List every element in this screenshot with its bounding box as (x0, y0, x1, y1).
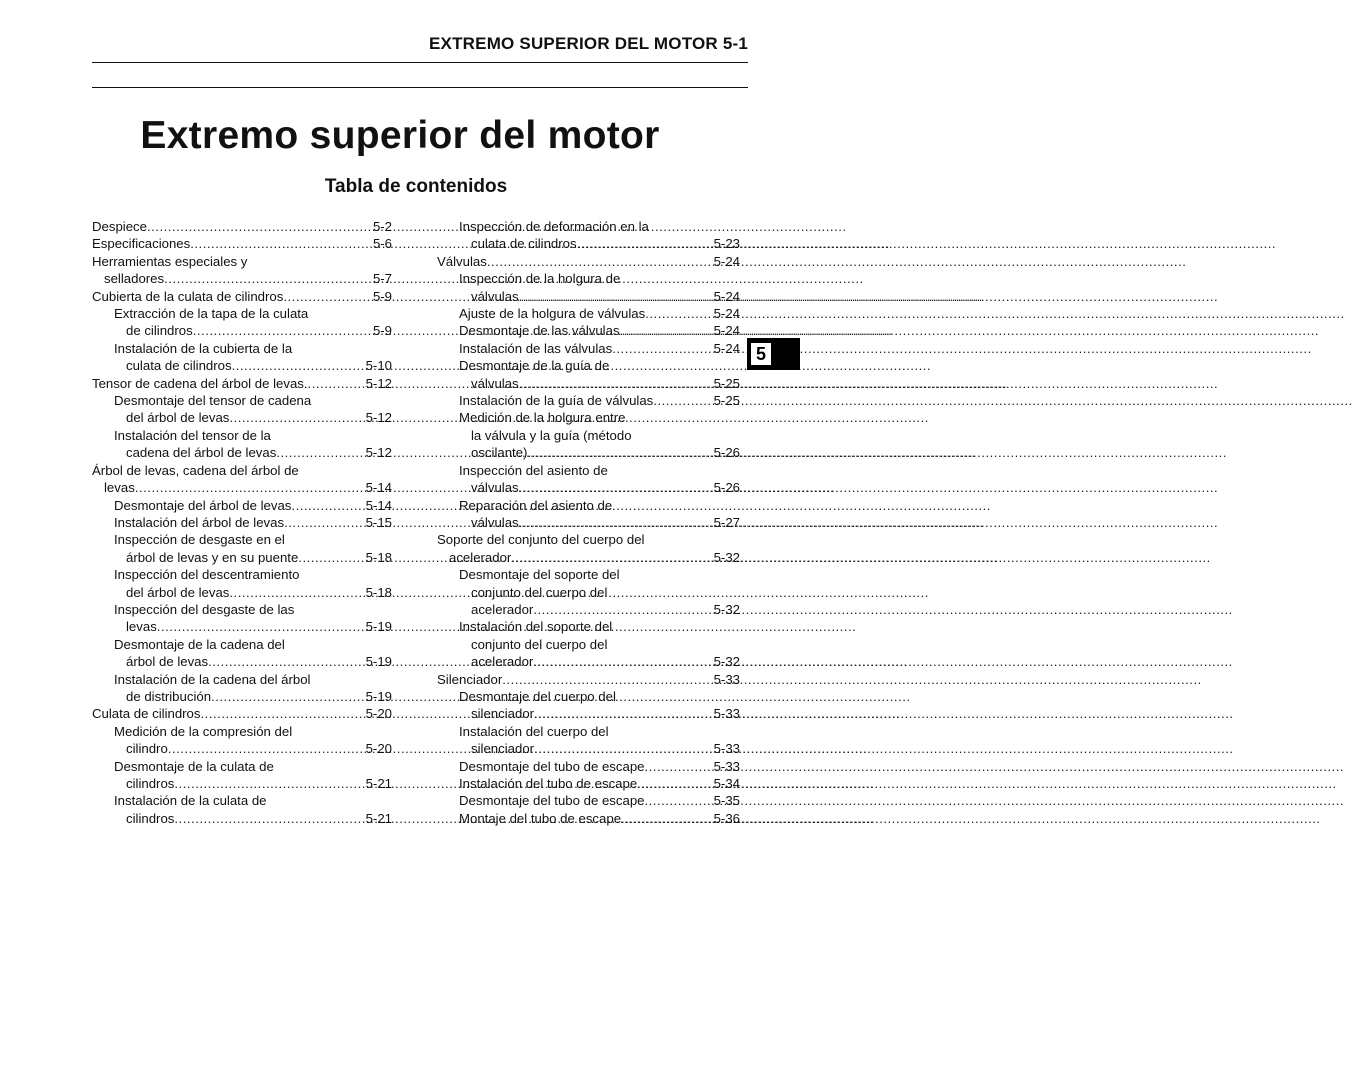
toc-entry-page-number: 5-24 (713, 253, 740, 269)
toc-entry-title-line: silenciador (471, 706, 535, 722)
toc-entry-page-number: 5-25 (713, 375, 740, 391)
toc-entry-title-line: Medición de la holgura entre (459, 410, 626, 426)
toc-entry-page-number: 5-10 (365, 358, 392, 374)
toc-entry-title-line: Instalación del tensor de la (114, 427, 271, 443)
toc-entry-page-number: 5-20 (365, 741, 392, 757)
toc-dot-leader (519, 375, 682, 392)
toc-entry-title-line: Medición de la compresión del (114, 723, 293, 739)
toc-entry[interactable] (437, 322, 740, 339)
toc-column-left (92, 218, 392, 827)
toc-entry[interactable] (92, 288, 392, 305)
toc-dot-leader (193, 322, 334, 339)
toc-entry[interactable] (92, 514, 392, 531)
toc-entry[interactable] (92, 392, 392, 427)
toc-dot-leader (190, 235, 334, 252)
toc-entry-page-number: 5-24 (713, 340, 740, 356)
toc-entry[interactable] (437, 253, 740, 270)
toc-entry-page-number: 5-21 (365, 776, 392, 791)
toc-entry-page-number: 5-14 (365, 497, 392, 513)
toc-entry-page-number: 5-6 (372, 236, 392, 252)
toc-dot-leader (308, 375, 334, 392)
toc-dot-leader (620, 322, 682, 339)
toc-entry-page-number: 5-19 (365, 619, 392, 635)
toc-entry-title-line: acelerador (471, 601, 534, 617)
chapter-tab (747, 338, 800, 370)
toc-entry-title-line: del árbol de levas (126, 410, 230, 426)
toc-entry-title-line: conjunto del cuerpo del (471, 636, 608, 652)
toc-entry-title-line: Despiece (92, 219, 147, 234)
toc-entry-page-number: 5-23 (713, 236, 740, 252)
toc-entry-page-number: 5-36 (713, 810, 740, 826)
toc-dot-leader (533, 601, 682, 618)
toc-dot-leader (291, 497, 334, 514)
toc-dot-leader (208, 653, 334, 670)
toc-dot-leader (519, 479, 682, 496)
toc-dot-leader (174, 810, 334, 827)
toc-dot-leader (533, 653, 682, 670)
toc-entry-title-line: válvulas (471, 480, 519, 496)
toc-entry[interactable] (92, 427, 392, 462)
toc-entry-title-line: Desmontaje del tensor de cadena (114, 393, 312, 409)
toc-entry-title-line: Inspección del asiento de (459, 462, 608, 478)
toc-dot-leader (487, 253, 682, 270)
toc-dot-leader (653, 392, 682, 409)
toc-entry-title-line: acelerador (471, 654, 534, 670)
toc-entry[interactable] (92, 531, 392, 566)
toc-dot-leader (276, 444, 334, 461)
toc-entry[interactable] (437, 305, 740, 322)
toc-entry-page-number: 5-25 (713, 393, 740, 409)
toc-entry[interactable] (92, 758, 392, 793)
toc-dot-leader (168, 740, 334, 757)
toc-dot-leader (511, 549, 682, 566)
toc-entry[interactable] (92, 566, 392, 601)
toc-entry-title-line: Herramientas especiales y (92, 253, 248, 269)
toc-entry-title-line: cilindros (126, 776, 175, 791)
toc-entry-page-number: 5-15 (365, 514, 392, 530)
toc-entry[interactable] (92, 671, 392, 706)
toc-dot-leader (637, 775, 682, 792)
toc-entry-title-line: de cilindros (126, 323, 193, 339)
toc-dot-leader (164, 270, 334, 287)
toc-entry[interactable] (437, 218, 740, 253)
toc-entry-title-line: cadena del árbol de levas (126, 445, 277, 461)
toc-dot-leader (135, 479, 334, 496)
toc-dot-leader (502, 671, 682, 688)
toc-dot-leader (284, 514, 334, 531)
toc-entry[interactable] (437, 392, 740, 409)
toc-entry-page-number: 5-7 (372, 271, 392, 287)
toc-entry-title-line: Instalación de la cubierta de la (114, 340, 293, 356)
toc-entry-page-number: 5-21 (365, 810, 392, 826)
toc-entry-title-line: cilindro (126, 741, 168, 757)
toc-entry-page-number: 5-9 (372, 288, 392, 304)
toc-entry-title-line: Inspección de deformación en la (459, 219, 649, 234)
toc-entry-title-line: levas (126, 619, 157, 635)
toc-entry[interactable] (92, 235, 392, 252)
toc-entry-title-line: Desmontaje de la culata de (114, 758, 274, 774)
header-rule-top (92, 62, 748, 63)
toc-entry-title-line: Reparación del asiento de (459, 497, 613, 513)
toc-dot-leader (157, 618, 334, 635)
toc-entry[interactable] (92, 375, 392, 392)
toc-entry-title-line: Desmontaje de la guía de (459, 358, 610, 374)
toc-entry-title-line: del árbol de levas (126, 584, 230, 600)
toc-entry[interactable] (437, 723, 740, 758)
toc-entry-title-line: Árbol de levas, cadena del árbol de (92, 462, 299, 478)
toc-entry-page-number: 5-14 (365, 480, 392, 496)
toc-dot-leader (298, 549, 334, 566)
toc-entry[interactable] (437, 810, 740, 827)
toc-entry[interactable] (92, 340, 392, 375)
toc-dot-leader (534, 740, 682, 757)
toc-entry-page-number: 5-32 (713, 549, 740, 565)
toc-entry-title-line: Instalación de la culata de (114, 793, 267, 809)
toc-entry-page-number: 5-24 (713, 323, 740, 339)
toc-entry[interactable] (92, 497, 392, 514)
toc-entry-title-line: Desmontaje del tubo de escape (459, 793, 645, 809)
toc-dot-leader (621, 810, 682, 827)
toc-entry[interactable] (437, 270, 740, 305)
toc-entry-title-line: cilindros (126, 810, 175, 826)
toc-entry-title-line: Inspección del descentramiento (114, 567, 300, 583)
toc-dot-leader (645, 305, 682, 322)
toc-entry-page-number: 5-24 (713, 288, 740, 304)
toc-entry-title-line: Inspección del desgaste de las (114, 601, 295, 617)
toc-entry-page-number: 5-33 (713, 741, 740, 757)
toc-entry[interactable] (437, 792, 740, 809)
toc-entry[interactable] (437, 497, 740, 532)
toc-entry-page-number: 5-19 (365, 688, 392, 704)
toc-entry[interactable] (437, 671, 740, 688)
toc-entry-title-line: levas (104, 480, 135, 496)
toc-entry[interactable] (437, 531, 740, 566)
toc-entry[interactable] (437, 775, 740, 792)
toc-entry-title-line: Tensor de cadena del árbol de levas. (92, 375, 308, 391)
toc-entry[interactable] (437, 618, 740, 670)
toc-entry[interactable] (92, 636, 392, 671)
toc-entry-title-line: válvulas (471, 514, 519, 530)
toc-entry-title-line: Instalación de las válvulas (459, 340, 613, 356)
toc-dot-leader (644, 792, 682, 809)
toc-entry-title-line: oscilante) (471, 445, 528, 461)
toc-entry-title-line: Instalación del cuerpo del (459, 723, 609, 739)
toc-entry-title-line: Válvulas (437, 253, 487, 269)
toc-dot-leader (644, 758, 682, 775)
toc-entry-title-line: silenciador (471, 741, 535, 757)
toc-entry-title-line: Desmontaje de las válvulas (459, 323, 620, 339)
toc-dot-leader (519, 288, 682, 305)
toc-entry[interactable] (92, 462, 392, 497)
toc-entry-title-line: conjunto del cuerpo del (471, 584, 608, 600)
toc-entry-page-number: 5-19 (365, 654, 392, 670)
toc-entry[interactable] (92, 601, 392, 636)
toc-dot-leader (229, 584, 334, 601)
toc-entry[interactable] (437, 758, 740, 775)
toc-dot-leader (283, 288, 334, 305)
toc-entry-title-line: Montaje del tubo de escape (459, 810, 622, 826)
toc-entry[interactable] (92, 723, 392, 758)
toc-entry[interactable] (437, 462, 740, 497)
toc-entry-page-number: 5-32 (713, 654, 740, 670)
toc-dot-leader (229, 409, 334, 426)
toc-entry-page-number: 5-12 (365, 410, 392, 426)
toc-entry-page-number: 5-33 (713, 758, 740, 774)
header-rule-bottom (92, 87, 748, 88)
toc-entry-page-number: 5-24 (713, 306, 740, 322)
toc-entry-page-number: 5-18 (365, 549, 392, 565)
toc-entry-page-number: 5-33 (713, 706, 740, 722)
toc-dot-leader (174, 775, 334, 792)
toc-dot-leader (232, 357, 334, 374)
toc-entry-title-line: Instalación del árbol de levas (114, 514, 285, 530)
toc-entry-title-line: Cubierta de la culata de cilindros (92, 288, 284, 304)
toc-entry[interactable] (437, 566, 740, 618)
toc-entry-title-line: válvulas (471, 288, 519, 304)
toc-entry[interactable] (92, 305, 392, 340)
toc-entry-page-number: 5-32 (713, 601, 740, 617)
toc-entry-page-number: 5-26 (713, 445, 740, 461)
toc-entry-page-number: 5-20 (365, 706, 392, 722)
toc-entry[interactable] (437, 409, 740, 461)
toc-entry-page-number: 5-2 (372, 219, 392, 234)
toc-entry-title-line: Instalación de la cadena del árbol (114, 671, 311, 687)
toc-entry-title-line: la válvula y la guía (método (471, 427, 632, 443)
toc-entry-title-line: Instalación del tubo de escape (459, 776, 638, 791)
toc-entry-title-line: válvulas (471, 375, 519, 391)
page-header-title: EXTREMO SUPERIOR DEL MOTOR 5-1 (429, 34, 748, 53)
toc-entry-title-line: Instalación del soporte del (459, 619, 613, 635)
toc-entry-title-line: Inspección de desgaste en el (114, 532, 285, 548)
toc-entry-title-line: Inspección de la holgura de (459, 271, 621, 287)
toc-entry-title-line: Culata de cilindros (92, 706, 201, 722)
toc-dot-leader (577, 235, 682, 252)
toc-entry-title-line: Desmontaje del cuerpo del (459, 688, 616, 704)
toc-heading: Tabla de contenidos (324, 176, 508, 197)
toc-column-right (437, 218, 740, 827)
toc-dot-leader (201, 705, 335, 722)
toc-entry-page-number: 5-12 (365, 375, 392, 391)
toc-dot-leader (527, 444, 682, 461)
toc-entry-title-line: culata de cilindros (126, 358, 232, 374)
toc-entry[interactable] (92, 792, 392, 827)
chapter-title: Extremo superior del motor (140, 114, 660, 157)
toc-entry-page-number: 5-18 (365, 584, 392, 600)
toc-entry-page-number: 5-27 (713, 514, 740, 530)
toc-entry-title-line: Especificaciones (92, 236, 191, 252)
toc-dot-leader (519, 514, 682, 531)
toc-entry[interactable] (92, 218, 392, 235)
toc-entry-title-line: árbol de levas y en su puente (126, 549, 299, 565)
toc-entry-title-line: culata de cilindros (471, 236, 577, 252)
toc-entry-page-number: 5-9 (372, 323, 392, 339)
toc-dot-leader (147, 218, 334, 235)
toc-entry-title-line: Instalación de la guía de válvulas (459, 393, 654, 409)
toc-entry-page-number: 5-12 (365, 445, 392, 461)
toc-entry[interactable] (92, 705, 392, 722)
toc-entry-title-line: Desmontaje del soporte del (459, 567, 620, 583)
toc-entry-page-number: 5-33 (713, 671, 740, 687)
toc-entry-title-line: Desmontaje del árbol de levas (114, 497, 292, 513)
toc-dot-leader (612, 340, 682, 357)
toc-entry-title-line: árbol de levas (126, 654, 209, 670)
toc-dot-leader (534, 705, 682, 722)
toc-entry-title-line: selladores (104, 271, 165, 287)
toc-entry[interactable] (437, 357, 740, 392)
toc-entry-page-number: 5-34 (713, 776, 740, 791)
toc-entry-title-line: Ajuste de la holgura de válvulas (459, 306, 646, 322)
toc-entry-title-line: Silenciador (437, 671, 503, 687)
toc-entry[interactable] (437, 688, 740, 723)
toc-entry-title-line: Desmontaje del tubo de escape (459, 758, 645, 774)
toc-entry-title-line: de distribución (126, 688, 212, 704)
toc-entry[interactable] (92, 253, 392, 288)
toc-entry-page-number: 5-35 (713, 793, 740, 809)
toc-entry-title-line: acelerador (449, 549, 512, 565)
toc-entry-title-line: Desmontaje de la cadena del (114, 636, 285, 652)
toc-dot-leader (211, 688, 334, 705)
chapter-tab-number: 5 (750, 342, 772, 366)
toc-entry-title-line: Extracción de la tapa de la culata (114, 306, 309, 322)
toc-entry-page-number: 5-26 (713, 480, 740, 496)
toc-entry[interactable] (437, 340, 740, 357)
toc-entry-title-line: Soporte del conjunto del cuerpo del (437, 532, 645, 548)
